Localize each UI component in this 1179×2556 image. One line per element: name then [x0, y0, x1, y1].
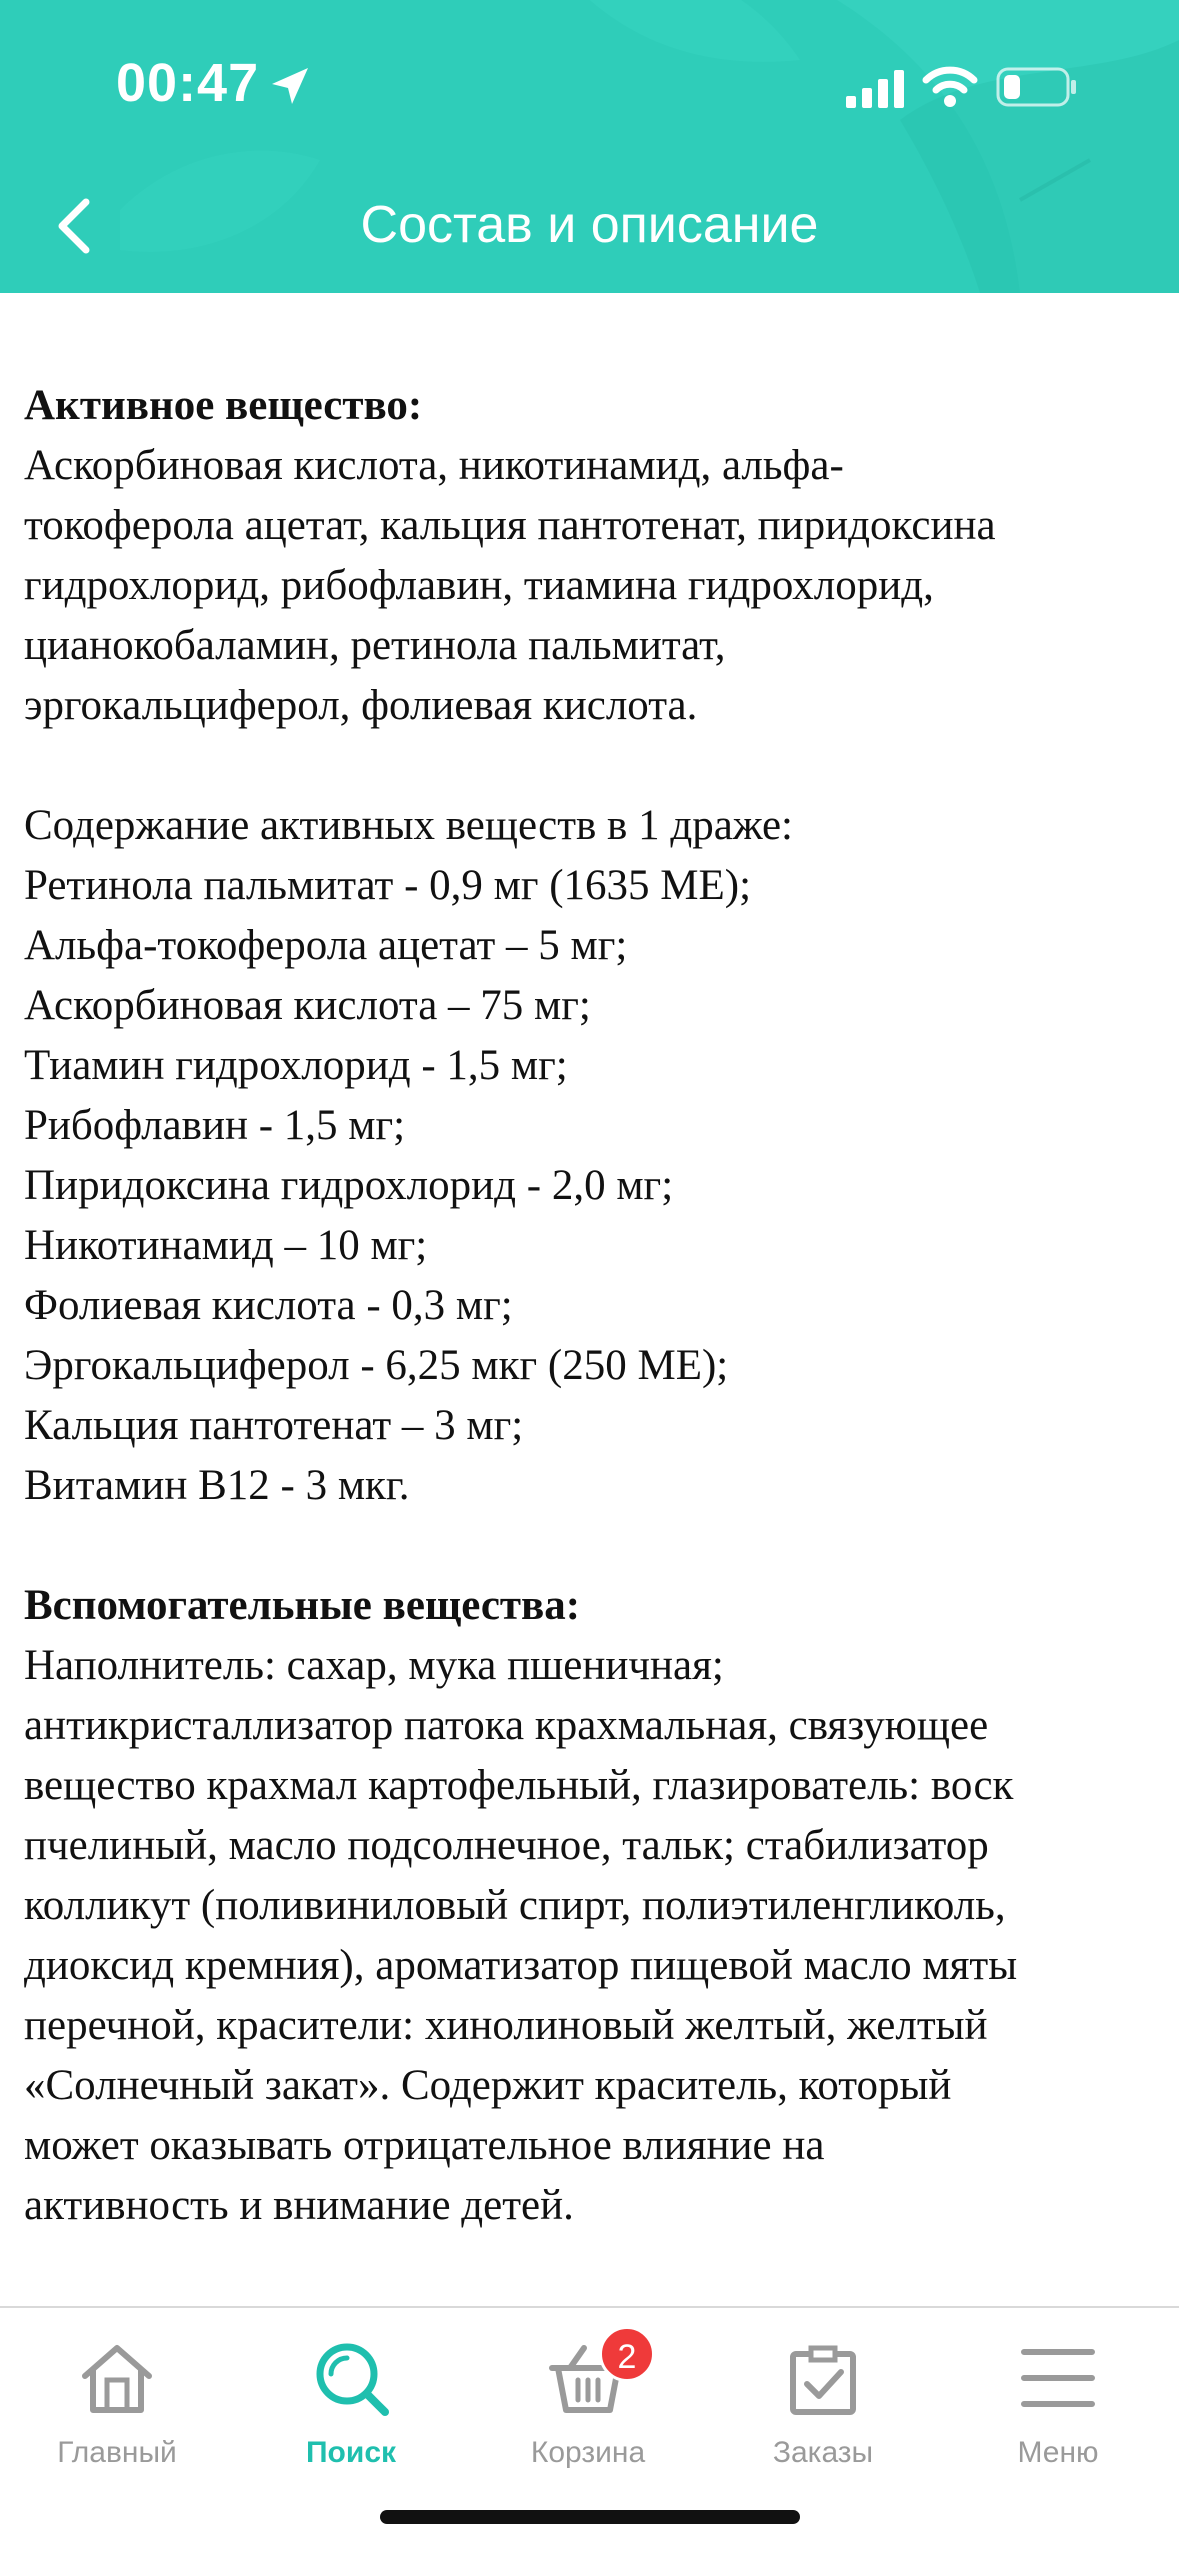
active-substance-text	[24, 436, 1164, 736]
text-line: может оказывать отрицательное влияние на	[24, 2122, 825, 2169]
basket-count-badge: 2	[599, 2326, 655, 2382]
orders-clipboard-icon	[783, 2338, 863, 2418]
dosage-item: Эргокальциферол - 6,25 мкг (250 МЕ);	[24, 1342, 729, 1389]
home-indicator[interactable]	[380, 2510, 800, 2524]
dosage-item: Никотинамид – 10 мг;	[24, 1222, 428, 1269]
home-icon	[77, 2338, 157, 2418]
page-title: Состав и описание	[360, 196, 819, 254]
dosage-title: Содержание активных веществ в 1 драже:	[24, 802, 794, 849]
text-line: пчелиный, масло подсолнечное, тальк; стабилизатор	[24, 1822, 989, 1869]
header	[0, 0, 1179, 293]
dosage-item: Альфа-токоферола ацетат – 5 мг;	[24, 922, 628, 969]
tab-search[interactable]	[251, 2328, 451, 2488]
text-line: токоферола ацетат, кальция пантотенат, пиридоксина	[24, 502, 996, 549]
text-line: колликут (поливиниловый спирт, полиэтиленгликоль,	[24, 1882, 1006, 1929]
tab-basket[interactable]	[488, 2328, 688, 2488]
dosage-item: Фолиевая кислота - 0,3 мг;	[24, 1282, 513, 1329]
menu-icon	[1018, 2338, 1098, 2418]
location-arrow-icon	[268, 64, 312, 108]
text-line: Наполнитель: сахар, мука пшеничная;	[24, 1642, 724, 1689]
wifi-icon	[922, 64, 978, 108]
dosage-item: Тиамин гидрохлорид - 1,5 мг;	[24, 1042, 568, 1089]
tab-label: Главный	[57, 2436, 177, 2469]
spacer	[24, 736, 1164, 796]
text-line: диоксид кремния), ароматизатор пищевой масло мяты	[24, 1942, 1018, 1989]
battery-icon	[996, 66, 1078, 108]
text-line: перечной, красители: хинолиновый желтый, желтый	[24, 2002, 988, 2049]
text-line: эргокальциферол, фолиевая кислота.	[24, 682, 698, 729]
dosage-item: Пиридоксина гидрохлорид - 2,0 мг;	[24, 1162, 674, 1209]
excipients-title: Вспомогательные вещества:	[24, 1582, 581, 1629]
cellular-signal-icon	[846, 70, 906, 108]
search-icon	[311, 2338, 391, 2418]
dosage-item: Аскорбиновая кислота – 75 мг;	[24, 982, 591, 1029]
text-line: вещество крахмал картофельный, глазирователь: воск	[24, 1762, 1014, 1809]
text-line: Аскорбиновая кислота, никотинамид, альфа-	[24, 442, 844, 489]
active-substance-title: Активное вещество:	[24, 382, 423, 429]
dosage-item: Витамин В12 - 3 мкг.	[24, 1462, 410, 1509]
excipients-text	[24, 1636, 1164, 2236]
text-line: «Солнечный закат». Содержит краситель, который	[24, 2062, 952, 2109]
description-content	[24, 376, 1164, 2236]
tab-label: Меню	[1017, 2436, 1099, 2469]
text-line: гидрохлорид, рибофлавин, тиамина гидрохлорид,	[24, 562, 934, 609]
text-line: антикристаллизатор патока крахмальная, связующее	[24, 1702, 989, 1749]
dosage-item: Ретинола пальмитат - 0,9 мг (1635 МЕ);	[24, 862, 752, 909]
tab-menu[interactable]	[958, 2328, 1158, 2488]
text-line: цианокобаламин, ретинола пальмитат,	[24, 622, 726, 669]
spacer	[24, 1516, 1164, 1576]
text-line: активность и внимание детей.	[24, 2182, 574, 2229]
tab-orders[interactable]	[723, 2328, 923, 2488]
tab-label: Поиск	[305, 2436, 397, 2469]
tab-home[interactable]	[17, 2328, 217, 2488]
dosage-item: Кальция пантотенат – 3 мг;	[24, 1402, 524, 1449]
tab-label: Корзина	[530, 2436, 646, 2469]
status-time: 00:47	[116, 53, 260, 113]
dosage-list	[24, 856, 1164, 1516]
tab-label: Заказы	[772, 2436, 874, 2469]
dosage-item: Рибофлавин - 1,5 мг;	[24, 1102, 406, 1149]
status-bar	[0, 0, 1179, 176]
